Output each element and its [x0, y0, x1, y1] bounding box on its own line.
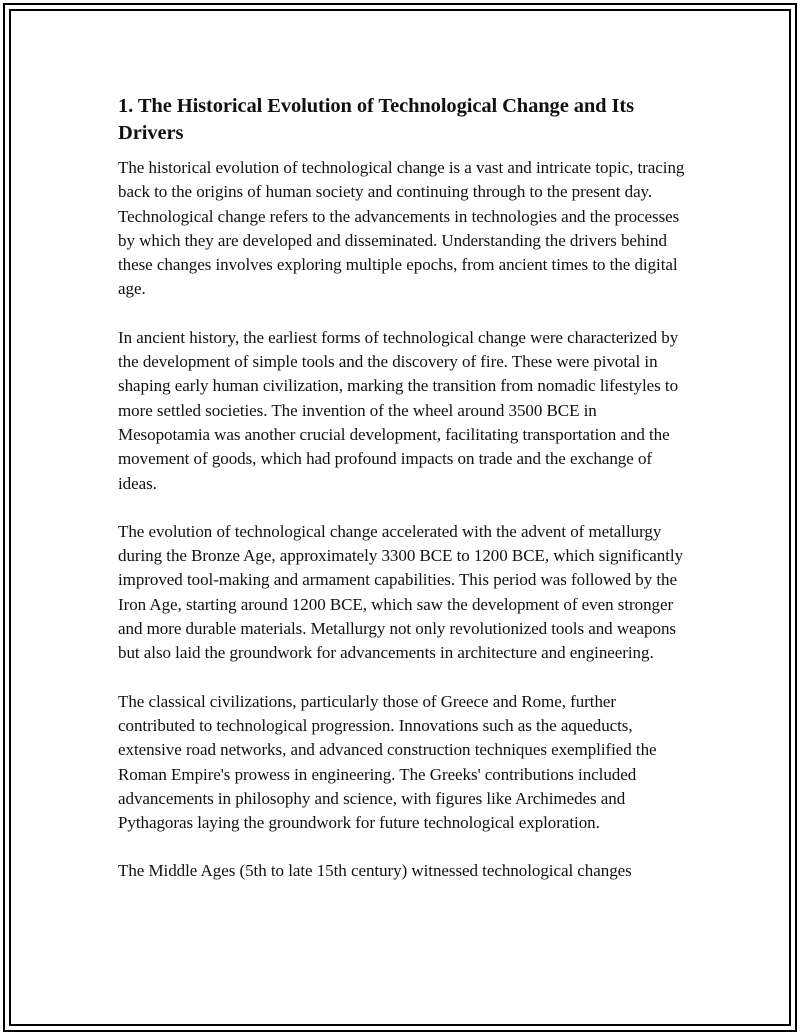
document-body [118, 93, 688, 908]
paragraph-3: The evolution of technological change accelerated with the advent of metallurgy during the Bronze Age, approximately 3300 BCE to 1200 BCE, which significantly improved tool-making and armament capabilities. This period was followed by the Iron Age, starting around 1200 BCE, which saw the development of even stronger and more durable materials. Metallurgy not only revolutionized tools and weapons but also laid the groundwork for advancements in architecture and engineering. [118, 521, 684, 663]
paragraph-2: In ancient history, the earliest forms of technological change were characterized by the development of simple tools and the discovery of fire. These were pivotal in shaping early human civilization, marking the transition from nomadic lifestyles to more settled societies. The invention of the wheel around 3500 BCE in Mesopotamia was another crucial development, facilitating transportation and the movement of goods, which had profound impacts on trade and the exchange of ideas. [118, 327, 679, 493]
paragraph-5: The Middle Ages (5th to late 15th century) witnessed technological changes [118, 861, 632, 881]
paragraph-1: The historical evolution of technological change is a vast and intricate topic, tracing back to the origins of human society and continuing through to the present day. Technological change refers to the advancements in technologies and the processes by which they are developed and disseminated. Understanding the drivers behind these changes involves exploring multiple epochs, from ancient times to the digital age. [118, 158, 685, 299]
paragraph-4: The classical civilizations, particularly those of Greece and Rome, further contributed to technological progression. Innovations such as the aqueducts, extensive road networks, and advanced construction techniques exemplified the Roman Empire's prowess in engineering. The Greeks' contributions included advancements in philosophy and science, with figures like Archimedes and Pythagoras laying the groundwork for future technological exploration. [118, 691, 657, 833]
section-title: 1. The Historical Evolution of Technological Change and Its Drivers [118, 95, 634, 144]
